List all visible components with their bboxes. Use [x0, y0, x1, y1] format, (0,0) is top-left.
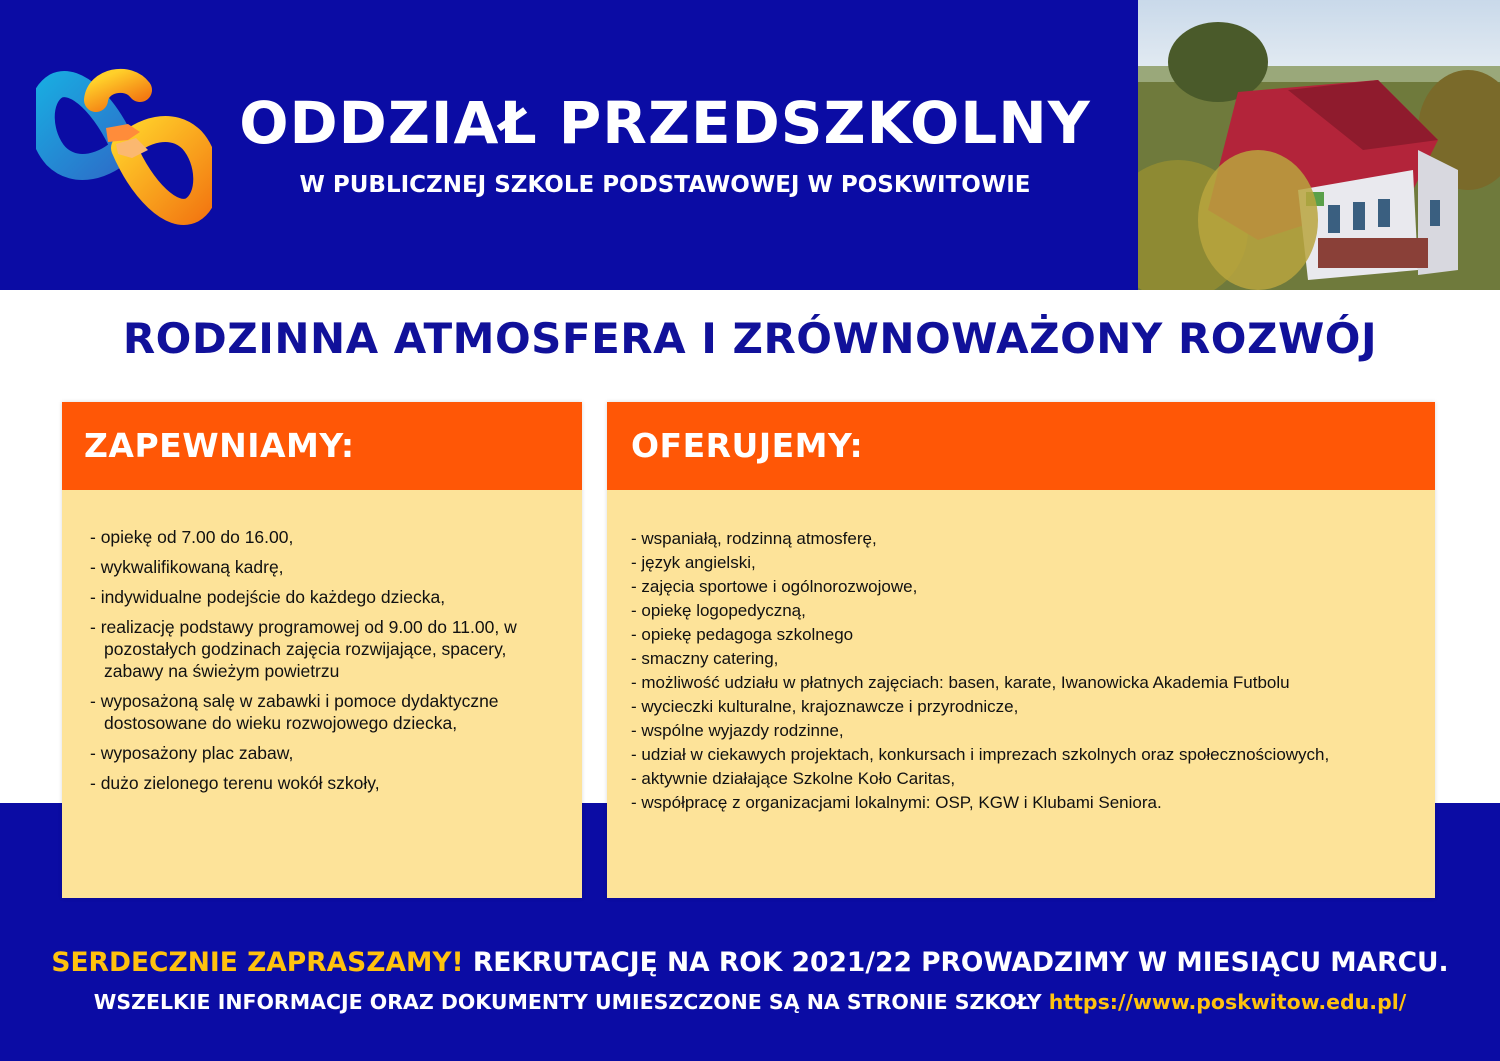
list-item: - język angielski,: [631, 553, 756, 572]
list-item: - indywidualne podejście do każdego dziecka,: [90, 587, 446, 607]
footer-invite-line: [0, 947, 1500, 978]
list-item: - wyposażoną salę w zabawki i pomoce dydaktyczne dostosowane do wieku rozwojowego dziecka,: [90, 691, 499, 733]
list-zapewniamy: [62, 490, 582, 794]
page-title: ODDZIAŁ PRZEDSZKOLNY: [239, 89, 1091, 157]
list-item: - współpracę z organizacjami lokalnymi: OSP, KGW i Klubami Seniora.: [631, 793, 1162, 812]
header-band: [0, 0, 1138, 290]
panel-zapewniamy: [62, 402, 582, 898]
list-item: - wspólne wyjazdy rodzinne,: [631, 721, 844, 740]
list-oferujemy: [607, 490, 1435, 815]
recruitment-text: REKRUTACJĘ NA ROK 2021/22 PROWADZIMY W MIESIĄCU MARCU.: [463, 947, 1449, 978]
list-item: - opiekę logopedyczną,: [631, 601, 806, 620]
school-website-link[interactable]: https://www.poskwitow.edu.pl/: [1048, 990, 1407, 1014]
list-item: - wspaniałą, rodzinną atmosferę,: [631, 529, 877, 548]
panel-heading-zapewniamy: ZAPEWNIAMY:: [62, 402, 582, 490]
panel-heading-oferujemy: OFERUJEMY:: [607, 402, 1435, 490]
page-subtitle: W PUBLICZNEJ SZKOLE PODSTAWOWEJ W POSKWITOWIE: [299, 172, 1031, 198]
list-item: - możliwość udziału w płatnych zajęciach: basen, karate, Iwanowicka Akademia Futbolu: [631, 673, 1290, 692]
info-text: WSZELKIE INFORMACJE ORAZ DOKUMENTY UMIESZCZONE SĄ NA STRONIE SZKOŁY: [93, 990, 1049, 1014]
footer-info-line: [0, 990, 1500, 1014]
slogan-heading: RODZINNA ATMOSFERA I ZRÓWNOWAŻONY ROZWÓJ: [122, 314, 1378, 363]
list-item: - wycieczki kulturalne, krajoznawcze i przyrodnicze,: [631, 697, 1019, 716]
list-item: - zajęcia sportowe i ogólnorozwojowe,: [631, 577, 918, 596]
school-building-photo: [1138, 0, 1500, 290]
list-item: - wykwalifikowaną kadrę,: [90, 557, 284, 577]
list-item: - smaczny catering,: [631, 649, 779, 668]
list-item: - aktywnie działające Szkolne Koło Caritas,: [631, 769, 956, 788]
list-item: - udział w ciekawych projektach, konkursach i imprezach szkolnych oraz społecznościowych,: [631, 745, 1330, 764]
list-item: - opiekę od 7.00 do 16.00,: [90, 527, 294, 547]
list-item: - dużo zielonego terenu wokół szkoły,: [90, 773, 380, 793]
panel-oferujemy: [607, 402, 1435, 898]
list-item: - opiekę pedagoga szkolnego: [631, 625, 854, 644]
invite-text: SERDECZNIE ZAPRASZAMY!: [51, 947, 464, 978]
infinity-hands-logo-icon: [36, 66, 212, 230]
list-item: - wyposażony plac zabaw,: [90, 743, 294, 763]
list-item: - realizację podstawy programowej od 9.00 do 11.00, w pozostałych godzinach zajęcia rozwijające, spacery, zabawy na świeżym powietrzu: [90, 617, 517, 681]
